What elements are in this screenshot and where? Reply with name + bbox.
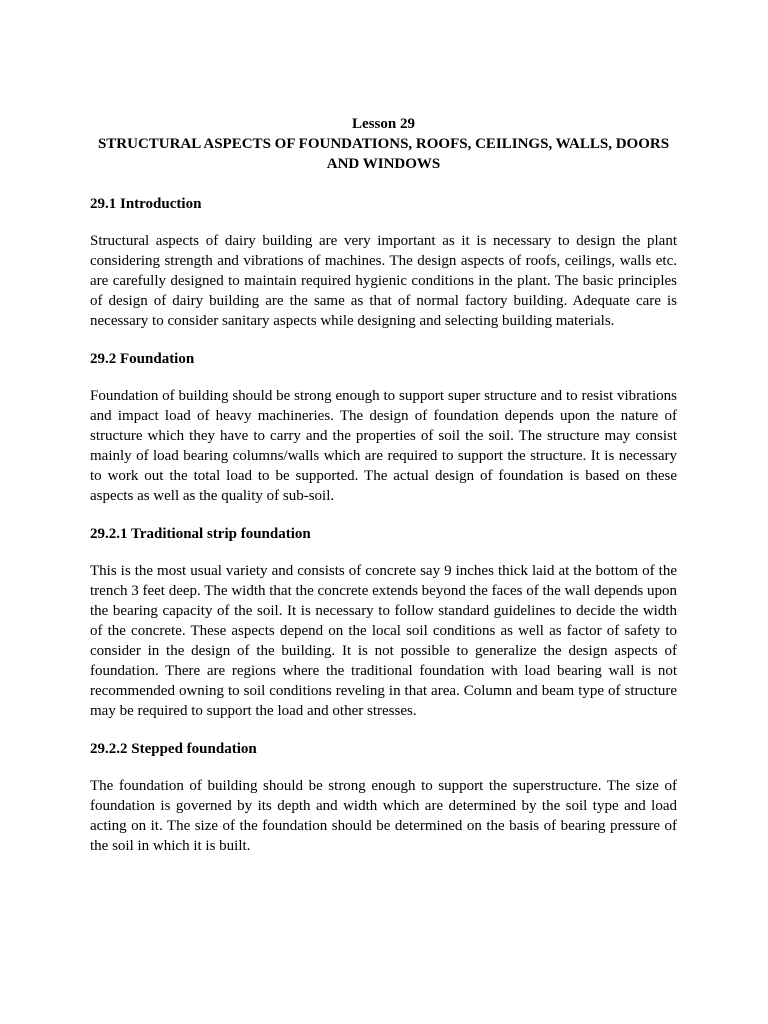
document-page xyxy=(90,114,677,874)
section-heading-foundation: 29.2 Foundation xyxy=(90,351,195,367)
section-body-foundation: Foundation of building should be strong enough to support super structure and to resist vibrations and impact load of heavy machineries. The design of foundation depends upon the nature of structure which they have to carry and the properties of soil the soil. The structure may consist mainly of load bearing columns/walls which are required to support the structure. It is necessary to work out the total load to be supported. The actual design of foundation is based on these aspects as well as the quality of sub-soil. xyxy=(90,388,677,504)
section-heading-stepped-foundation: 29.2.2 Stepped foundation xyxy=(90,741,257,757)
section-body-strip-foundation: This is the most usual variety and consists of concrete say 9 inches thick laid at the bottom of the trench 3 feet deep. The width that the concrete extends beyond the faces of the wall depends upon the bearing capacity of the soil. It is necessary to follow standard guidelines to decide the width of the concrete. These aspects depend on the local soil conditions as well as factor of safety to consider in the design of the building. It is not possible to generalize the design aspects of foundation. There are regions where the traditional foundation with load bearing wall is not recommended owning to soil conditions reveling in that area. Column and beam type of structure may be required to support the load and other stresses. xyxy=(90,563,678,719)
section-body-stepped-foundation: The foundation of building should be strong enough to support the superstructure. The size of foundation is governed by its depth and width which are determined by the soil type and load acting on it. The size of the foundation should be determined on the basis of bearing pressure of the soil in which it is built. xyxy=(90,778,677,854)
lesson-number: Lesson 29 xyxy=(352,116,415,132)
section-body-introduction: Structural aspects of dairy building are very important as it is necessary to design the plant considering strength and vibrations of machines. The design aspects of roofs, ceilings, walls etc. are carefully designed to maintain required hygienic conditions in the plant. The basic principles of design of dairy building are the same as that of normal factory building. Adequate care is necessary to consider sanitary aspects while designing and selecting building materials. xyxy=(90,233,677,329)
lesson-title: STRUCTURAL ASPECTS OF FOUNDATIONS, ROOFS, CEILINGS, WALLS, DOORS AND WINDOWS xyxy=(97,136,670,172)
section-heading-strip-foundation: 29.2.1 Traditional strip foundation xyxy=(90,526,311,542)
section-heading-introduction: 29.1 Introduction xyxy=(90,196,202,212)
